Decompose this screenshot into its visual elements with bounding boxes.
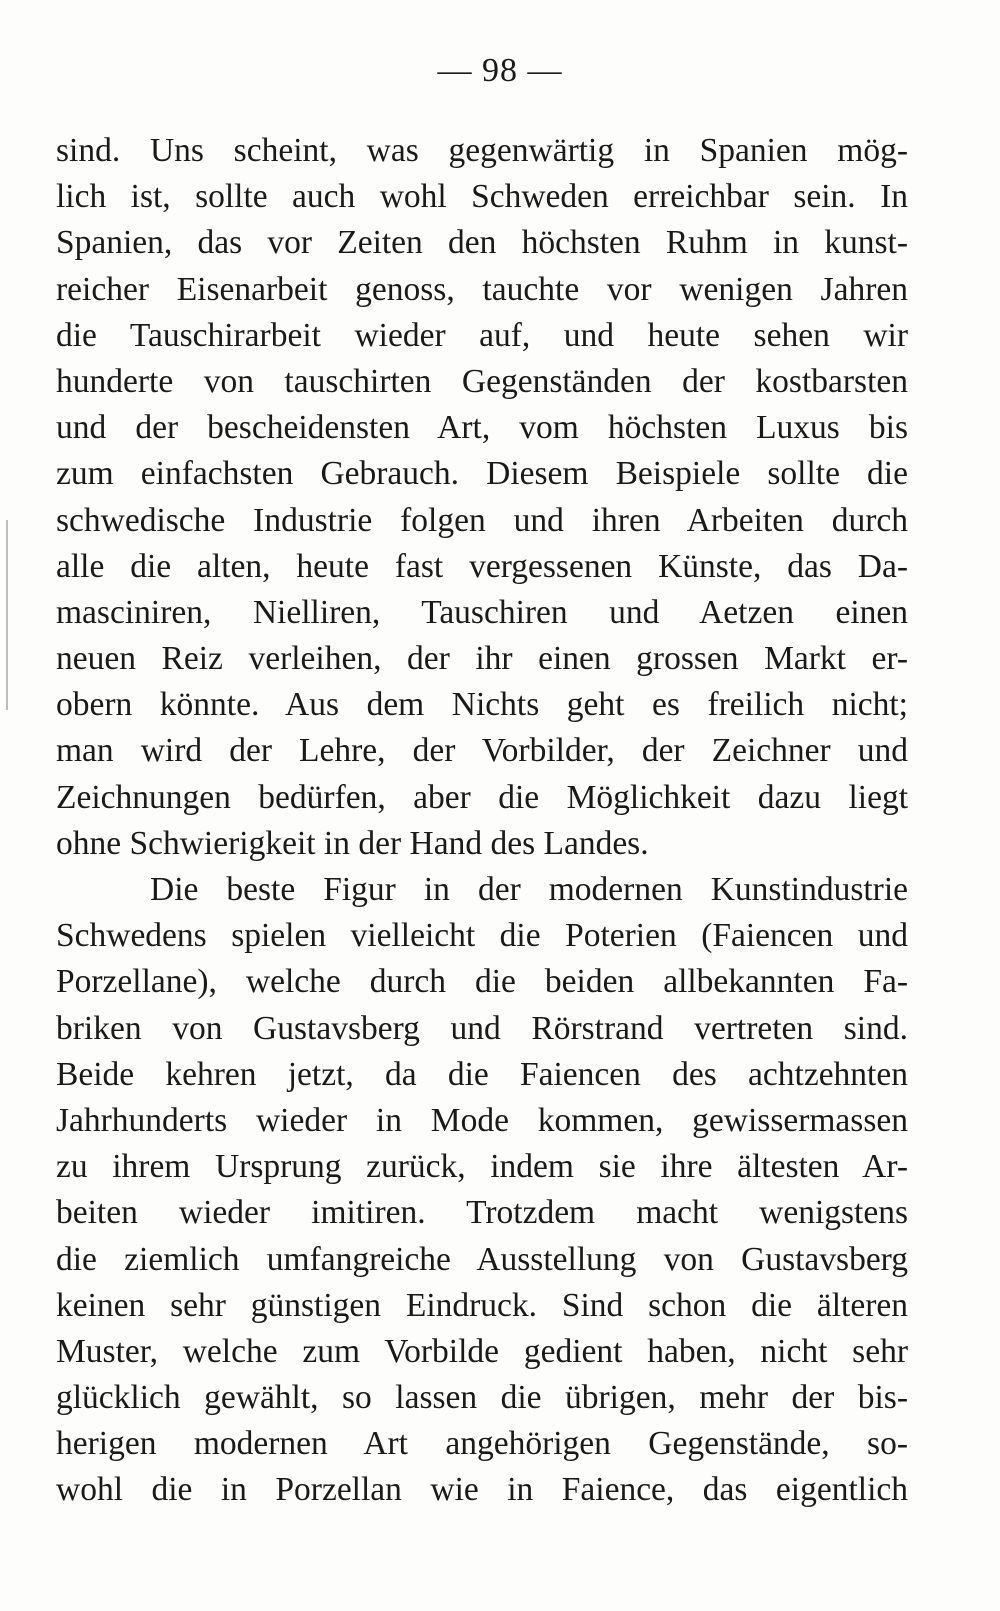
text-line: wohl die in Porzellan wie in Faience, das eigentlich <box>56 1471 908 1509</box>
text-line: schwedische Industrie folgen und ihren Arbeiten durch <box>56 501 908 539</box>
text-line: reicher Eisenarbeit genoss, tauchte vor wenigen Jahren <box>56 270 908 308</box>
text-line: Spanien, das vor Zeiten den höchsten Ruhm in kunst- <box>56 224 908 262</box>
text-line: sind. Uns scheint, was gegenwärtig in Spanien mög- <box>56 132 908 169</box>
text-line: briken von Gustavsberg und Rörstrand vertreten sind. <box>56 1009 908 1047</box>
text-line: und der bescheidensten Art, vom höchsten Luxus bis <box>56 409 908 447</box>
text-line: alle die alten, heute fast vergessenen Künste, das Da- <box>56 547 908 585</box>
paragraph <box>56 128 908 867</box>
text-line: man wird der Lehre, der Vorbilder, der Zeichner und <box>56 732 908 770</box>
text-line: die Tauschirarbeit wieder auf, und heute sehen wir <box>56 316 908 354</box>
text-line: ohne Schwierigkeit in der Hand des Landes. <box>56 824 649 862</box>
text-line: neuen Reiz verleihen, der ihr einen grossen Markt er- <box>56 640 908 678</box>
page-number: — 98 — <box>437 52 563 89</box>
text-line: masciniren, Nielliren, Tauschiren und Aetzen einen <box>56 593 908 631</box>
paragraph <box>56 867 908 1514</box>
text-line: Zeichnungen bedürfen, aber die Möglichkeit dazu liegt <box>56 778 908 816</box>
text-line: die ziemlich umfangreiche Ausstellung von Gustavsberg <box>56 1240 908 1278</box>
text-line: glücklich gewählt, so lassen die übrigen, mehr der bis- <box>56 1379 908 1417</box>
text-line: Schwedens spielen vielleicht die Poterien (Faiencen und <box>56 917 908 955</box>
text-line: Jahrhunderts wieder in Mode kommen, gewissermassen <box>56 1101 908 1139</box>
text-line: beiten wieder imitiren. Trotzdem macht wenigstens <box>56 1194 908 1232</box>
text-line: obern könnte. Aus dem Nichts geht es freilich nicht; <box>56 686 908 724</box>
text-line: hunderte von tauschirten Gegenständen der kostbarsten <box>56 362 908 400</box>
text-line: zum einfachsten Gebrauch. Diesem Beispiele sollte die <box>56 455 908 493</box>
text-line: Beide kehren jetzt, da die Faiencen des achtzehnten <box>56 1055 908 1093</box>
text-line: herigen modernen Art angehörigen Gegenstände, so- <box>56 1425 908 1463</box>
gutter-mark <box>6 520 8 710</box>
text-line: keinen sehr günstigen Eindruck. Sind schon die älteren <box>56 1286 908 1324</box>
body-text <box>56 128 908 1514</box>
text-line: Muster, welche zum Vorbilde gedient haben, nicht sehr <box>56 1332 908 1370</box>
text-line: Porzellane), welche durch die beiden allbekannten Fa- <box>56 963 908 1001</box>
text-line: zu ihrem Ursprung zurück, indem sie ihre ältesten Ar- <box>56 1148 908 1186</box>
text-line: Die beste Figur in der modernen Kunstindustrie <box>150 871 908 908</box>
text-line: lich ist, sollte auch wohl Schweden erreichbar sein. In <box>56 178 908 216</box>
